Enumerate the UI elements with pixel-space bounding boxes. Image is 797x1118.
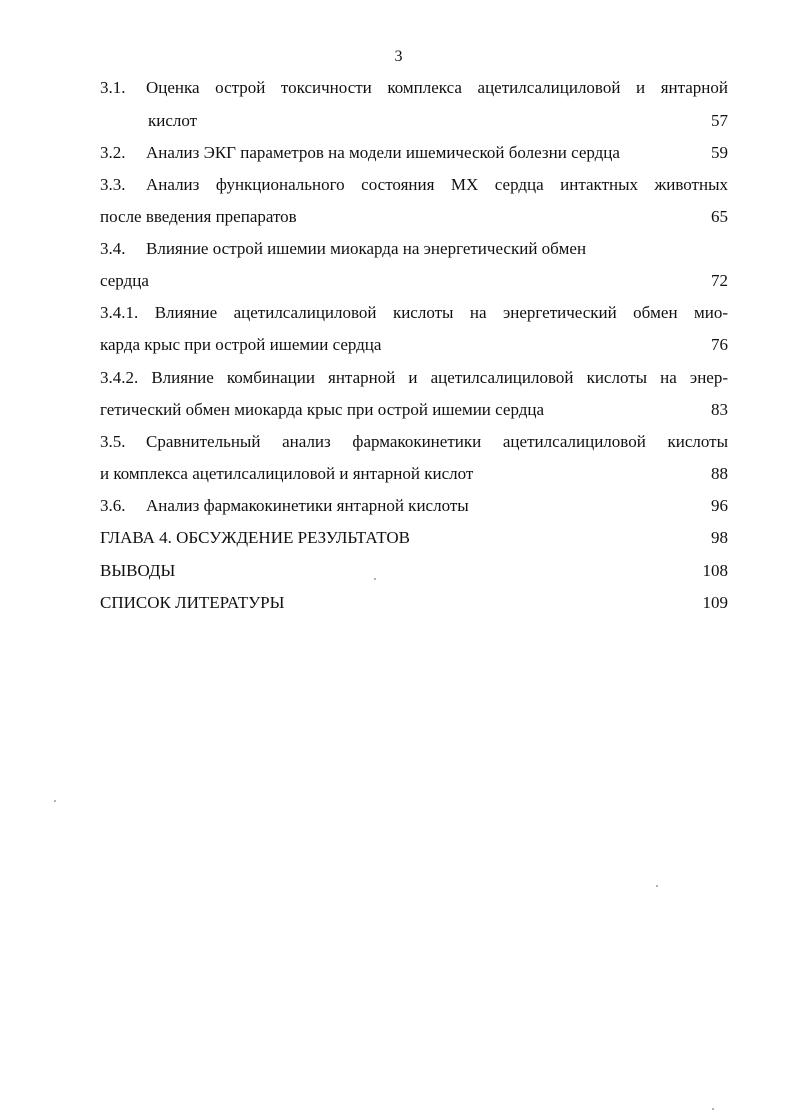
toc-page-number: 59	[711, 143, 728, 162]
toc-page-number: 108	[702, 561, 728, 580]
toc-entry-number: 3.3.	[100, 175, 126, 194]
toc-entry-number: 3.2.	[100, 143, 126, 162]
toc-entry-3-6	[100, 496, 728, 516]
toc-entry-chapter-4	[100, 528, 728, 548]
toc-page-number: 98	[711, 528, 728, 547]
toc-page-number: 88	[711, 464, 728, 483]
toc-entry-3-4-2-line1	[100, 368, 728, 388]
page-number: 3	[394, 48, 403, 65]
toc-entry-title-cont: и комплекса ацетилсалициловой и янтарной кислот	[100, 464, 474, 483]
toc-page-number: 76	[711, 335, 728, 354]
toc-entry-number: 3.4.	[100, 239, 126, 258]
toc-entry-title: Анализ ЭКГ параметров на модели ишемической болезни сердца	[146, 143, 620, 162]
toc-entry-title: Анализ фармакокинетики янтарной кислоты	[146, 496, 469, 515]
toc-entry-3-4-2-line2	[100, 400, 728, 420]
toc-page-number: 65	[711, 207, 728, 226]
toc-entry-number: 3.5.	[100, 432, 126, 451]
toc-entry-number: 3.4.1.	[100, 303, 139, 322]
toc-page-number: 83	[711, 400, 728, 419]
toc-page-number: 72	[711, 271, 728, 290]
toc-entry-title: Сравнительный анализ фармакокинетики ацетилсалициловой кислоты	[146, 432, 728, 451]
toc-entry-3-1-line2	[148, 111, 728, 131]
toc-entry-3-3-line2	[100, 207, 728, 227]
toc-page-number: 96	[711, 496, 728, 515]
toc-entry-title-cont: сердца	[100, 271, 149, 290]
scan-speck	[54, 800, 56, 802]
toc-entry-title: СПИСОК ЛИТЕРАТУРЫ	[100, 593, 285, 612]
toc-entry-3-4-line1	[100, 239, 728, 259]
toc-entry-title: Влияние комбинации янтарной и ацетилсалициловой кислоты на энер-	[151, 368, 729, 387]
toc-entry-3-3-line1	[100, 175, 728, 195]
toc-entry-title-cont: гетический обмен миокарда крыс при острой ишемии сердца	[100, 400, 545, 419]
toc-entry-title-cont: карда крыс при острой ишемии сердца	[100, 335, 382, 354]
toc-entry-3-2	[100, 143, 728, 163]
toc-entry-number: 3.6.	[100, 496, 126, 515]
toc-entry-conclusions	[100, 561, 728, 581]
toc-entry-references	[100, 593, 728, 613]
toc-entry-title: Анализ функционального состояния МХ сердца интактных животных	[146, 175, 728, 194]
toc-entry-3-4-line2	[100, 271, 728, 291]
toc-page-number: 57	[711, 111, 728, 130]
scan-speck	[656, 885, 658, 887]
toc-entry-3-5-line2	[100, 464, 728, 484]
toc-entry-title-cont: кислот	[148, 111, 198, 130]
toc-entry-title: Влияние ацетилсалициловой кислоты на энергетический обмен мио-	[154, 303, 729, 322]
toc-entry-title: ВЫВОДЫ	[100, 561, 176, 580]
toc-entry-title-cont: после введения препаратов	[100, 207, 297, 226]
toc-entry-title: Влияние острой ишемии миокарда на энергетический обмен	[146, 239, 587, 258]
toc-entry-title: Оценка острой токсичности комплекса ацетилсалициловой и янтарной	[146, 78, 728, 97]
scan-speck	[712, 1108, 714, 1110]
toc-entry-number: 3.4.2.	[100, 368, 139, 387]
toc-entry-number: 3.1.	[100, 78, 126, 97]
toc-page-number: 109	[702, 593, 728, 612]
toc-entry-3-4-1-line1	[100, 303, 728, 323]
toc-entry-title: ГЛАВА 4. ОБСУЖДЕНИЕ РЕЗУЛЬТАТОВ	[100, 528, 410, 547]
toc-entry-3-5-line1	[100, 432, 728, 452]
toc-entry-3-1-line1	[100, 78, 728, 98]
scan-speck	[374, 578, 376, 580]
toc-entry-3-4-1-line2	[100, 335, 728, 355]
